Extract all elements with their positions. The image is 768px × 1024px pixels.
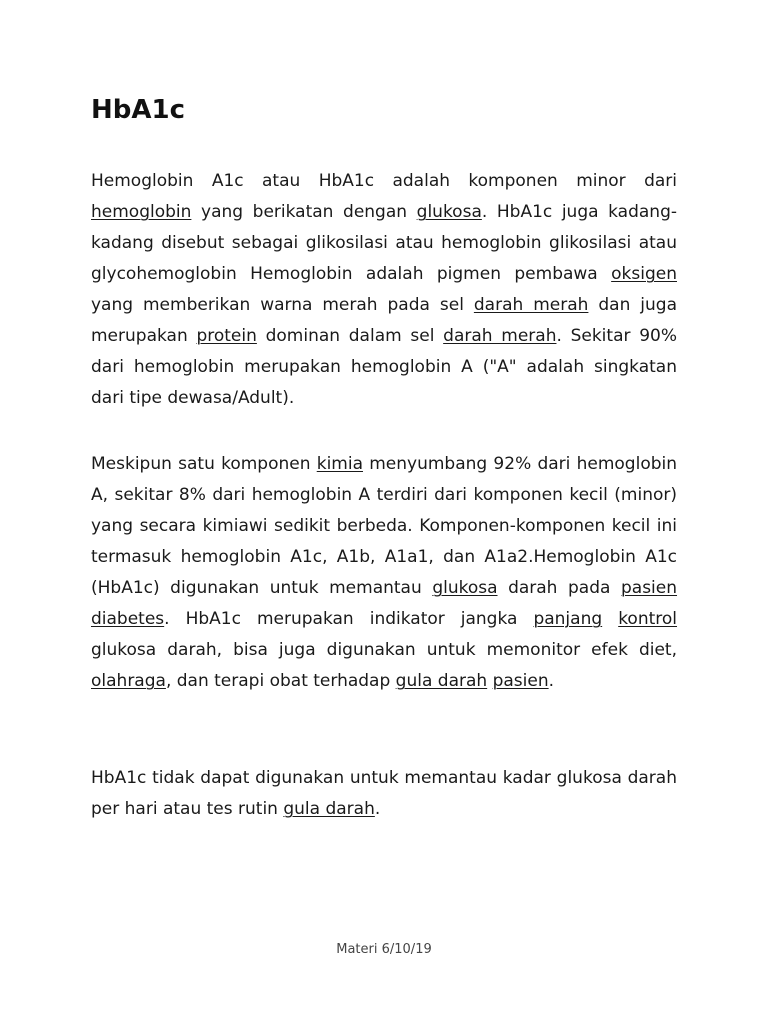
link-kontrol[interactable]: kontrol [618, 609, 678, 629]
paragraph-text: HbA1c tidak dapat digunakan untuk memantau kadar glukosa darah per hari atau tes rutin [91, 768, 677, 819]
link-protein[interactable]: protein [196, 326, 257, 346]
link-darah-merah[interactable]: darah merah [473, 295, 589, 315]
paragraph-text: glukosa darah, bisa juga digunakan untuk memonitor efek diet, [91, 640, 677, 660]
paragraph-text: Meskipun satu komponen [91, 454, 317, 474]
paragraph-text: menyumbang 92% dari hemoglobin A, sekitar 8% dari hemoglobin A terdiri dari komponen kecil (minor) yang secara kimiawi sedikit berbeda. Komponen-komponen kecil ini termasuk hemoglobin A1c, A1b, A1a1, dan A1a2.Hemoglobin A1c (HbA1c) digunakan untuk memantau [91, 454, 678, 598]
paragraph-text: . HbA1c juga kadang-kadang disebut sebagai glikosilasi atau hemoglobin glikosilasi atau glycohemoglobin Hemoglobin adalah pigmen pembawa [91, 202, 678, 284]
link-gula-darah[interactable]: gula darah [283, 799, 375, 819]
link-hemoglobin[interactable]: hemoglobin [91, 202, 192, 222]
paragraph-text: , dan terapi obat terhadap [165, 671, 396, 691]
link-kimia[interactable]: kimia [316, 454, 363, 474]
paragraph-text: dan juga merupakan [91, 295, 678, 346]
paragraph-text: . HbA1c merupakan indikator jangka [164, 609, 534, 629]
paragraph-3 [91, 763, 677, 825]
paragraph-text [602, 609, 618, 629]
link-olahraga[interactable]: olahraga [91, 671, 166, 691]
page-footer: Materi 6/10/19 [336, 942, 432, 957]
paragraph-text: . [374, 799, 381, 819]
paragraph-2 [91, 449, 677, 697]
link-diabetes[interactable]: diabetes [91, 609, 165, 629]
paragraph-text: darah pada [497, 578, 621, 598]
paragraph-text: dominan dalam sel [256, 326, 444, 346]
link-glukosa[interactable]: glukosa [416, 202, 482, 222]
link-oksigen[interactable]: oksigen [611, 264, 677, 284]
link-glukosa[interactable]: glukosa [432, 578, 498, 598]
link-pasien[interactable]: pasien [620, 578, 678, 598]
link-gula-darah[interactable]: gula darah [395, 671, 488, 691]
link-panjang[interactable]: panjang [533, 609, 603, 629]
paragraph-text: yang berikatan dengan [191, 202, 417, 222]
paragraph-text: . [548, 671, 555, 691]
paragraph-text: yang memberikan warna merah pada sel [91, 295, 474, 315]
link-darah-merah[interactable]: darah merah [443, 326, 557, 346]
link-pasien[interactable]: pasien [492, 671, 549, 691]
page-title: HbA1c [91, 95, 185, 125]
paragraph-text: Hemoglobin A1c atau HbA1c adalah komponen minor dari [91, 171, 677, 191]
paragraph-text: . Sekitar 90% dari hemoglobin merupakan hemoglobin A ("A" adalah singkatan dari tipe dewasa/Adult). [91, 326, 677, 408]
paragraph-1 [91, 166, 677, 414]
